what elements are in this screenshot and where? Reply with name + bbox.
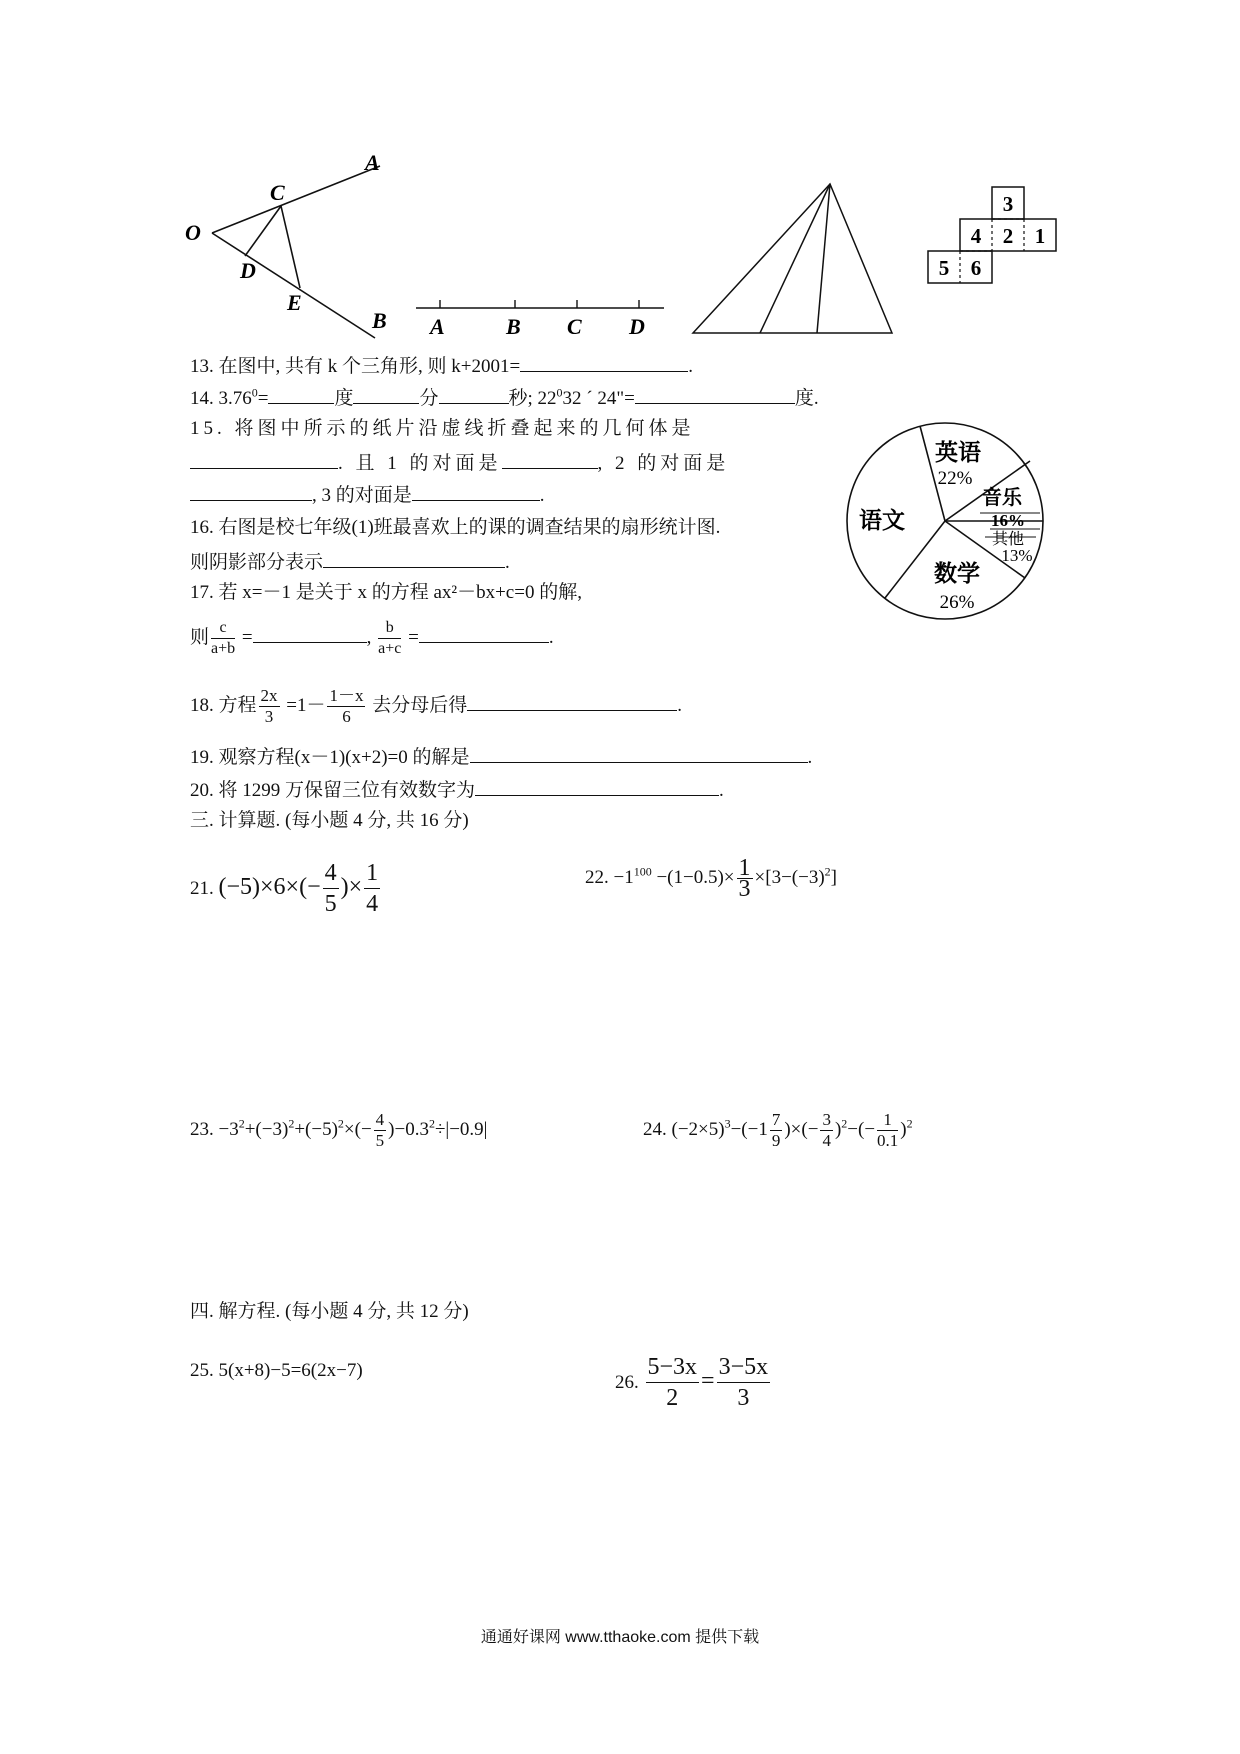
answer-blank-17-a[interactable] xyxy=(253,624,367,643)
answer-blank-18[interactable] xyxy=(467,692,677,711)
question-15-line1: 15. 将图中所示的纸片沿虚线折叠起来的几何体是 xyxy=(190,418,695,439)
answer-blank-17-b[interactable] xyxy=(419,624,549,643)
question-18: 18. 方程 $\frac{2x}{3}$ =1－ $\frac{1-x}{6}$ 去分母后得 . xyxy=(190,686,682,726)
pie-label-qita: 其他 xyxy=(991,531,1025,548)
question-24: 24. $(-2\times 5)^3-(-1$ $\frac{7}{9}$ )×(− $\frac{3}{4}$ )$^2$−(− $\frac{1}{0.1}$ )$^2$ xyxy=(643,1110,913,1150)
question-15-line3: , 3 的对面是 . xyxy=(190,482,545,508)
figure-cube-net xyxy=(920,183,1070,288)
question-17-line1: 17. 若 x=－1 是关于 x 的方程 ax²－bx+c=0 的解, xyxy=(190,582,582,603)
question-16-line1: 16. 右图是校七年级(1)班最喜欢上的课的调查结果的扇形统计图. xyxy=(190,517,721,538)
question-14: 14. $3.76^0=$ 度 分 秒; $22^032$ ´ 24"= 度. xyxy=(190,385,819,409)
question-16-line2: 则阴影部分表示 . xyxy=(190,549,510,575)
seg-d-label: D xyxy=(629,314,645,339)
question-26: 26. $\frac{5-3x}{2}$ = $\frac{3-5x}{3}$ xyxy=(615,1354,769,1411)
pie-label-yinyue: 音乐 xyxy=(982,487,1022,509)
net-cell-6: 6 xyxy=(970,256,982,280)
section-4-heading: 四. 解方程. (每小题 4 分, 共 12 分) xyxy=(190,1301,469,1322)
point-c-label: C xyxy=(270,180,285,205)
pie-label-shuxue: 数学 xyxy=(934,561,980,586)
net-cell-1: 1 xyxy=(1034,224,1046,248)
pie-pct-shuxue: 26% xyxy=(939,592,975,613)
answer-blank-15-3[interactable] xyxy=(412,482,540,501)
answer-blank-19[interactable] xyxy=(470,744,808,763)
figure-angle-diagram xyxy=(180,150,410,340)
answer-blank-14-min[interactable] xyxy=(353,385,419,404)
figure-triangle-diagram xyxy=(690,180,900,340)
answer-blank-16[interactable] xyxy=(323,549,505,568)
answer-blank-13[interactable] xyxy=(520,353,688,372)
question-23: 23. $-3^2+(-3)^2+(-5)^2\times(-$ $\frac{4}{5}$ )$-0.3^2\div|-0.9|$ xyxy=(190,1110,488,1150)
answer-blank-14-deg[interactable] xyxy=(268,385,334,404)
pie-label-yingyu: 英语 xyxy=(935,440,981,465)
pie-chart xyxy=(840,418,1050,628)
point-o-label: O xyxy=(185,220,201,245)
section-3-heading: 三. 计算题. (每小题 4 分, 共 16 分) xyxy=(190,810,469,831)
point-e-label: E xyxy=(287,290,302,315)
point-b-label: B xyxy=(372,308,387,333)
point-d-label: D xyxy=(240,258,256,283)
net-cell-5: 5 xyxy=(938,256,950,280)
question-15-line2: . 且 1 的对面是 , 2 的对面是 xyxy=(190,450,729,476)
figure-segment-diagram xyxy=(410,290,670,340)
seg-c-label: C xyxy=(567,314,582,339)
answer-blank-14-b[interactable] xyxy=(635,385,795,404)
question-22: 22. $-1^{100} -(1-0.5)\times$ $\frac{1}{3}$ $\times[3-(-3)^2]$ xyxy=(585,855,837,902)
footer-source: 通通好课网 www.tthaoke.com 提供下载 xyxy=(480,1629,760,1646)
seg-a-label: A xyxy=(430,314,445,339)
question-21: 21. (−5)×6×(− $\frac{4}{5}$ )× $\frac{1}{4}$ xyxy=(190,860,379,917)
question-13: 13. 在图中, 共有 k 个三角形, 则 k+2001= . xyxy=(190,353,693,379)
answer-blank-15-solid[interactable] xyxy=(190,450,338,469)
answer-blank-20[interactable] xyxy=(475,777,719,796)
question-25: 25. 5(x+8)−5=6(2x−7) xyxy=(190,1360,363,1381)
answer-blank-15-2[interactable] xyxy=(190,482,312,501)
pie-label-yuwen: 语文 xyxy=(859,508,905,533)
net-cell-2: 2 xyxy=(1002,224,1014,248)
answer-blank-15-1[interactable] xyxy=(502,450,598,469)
net-cell-4: 4 xyxy=(970,224,982,248)
pie-pct-yingyu: 22% xyxy=(937,468,973,489)
pie-pct-yinyue: 16% xyxy=(991,511,1025,530)
answer-blank-14-sec[interactable] xyxy=(439,385,509,404)
seg-b-label: B xyxy=(506,314,521,339)
question-20: 20. 将 1299 万保留三位有效数字为 . xyxy=(190,777,724,803)
point-a-label: A xyxy=(365,150,380,175)
question-19: 19. 观察方程(x－1)(x+2)=0 的解是 . xyxy=(190,744,812,770)
pie-pct-qita: 13% xyxy=(1001,546,1033,565)
question-17-line2: 则 $\frac{c}{a+b}$ = , $\frac{b}{a+c}$ = . xyxy=(190,619,554,657)
net-cell-3: 3 xyxy=(1002,192,1014,216)
